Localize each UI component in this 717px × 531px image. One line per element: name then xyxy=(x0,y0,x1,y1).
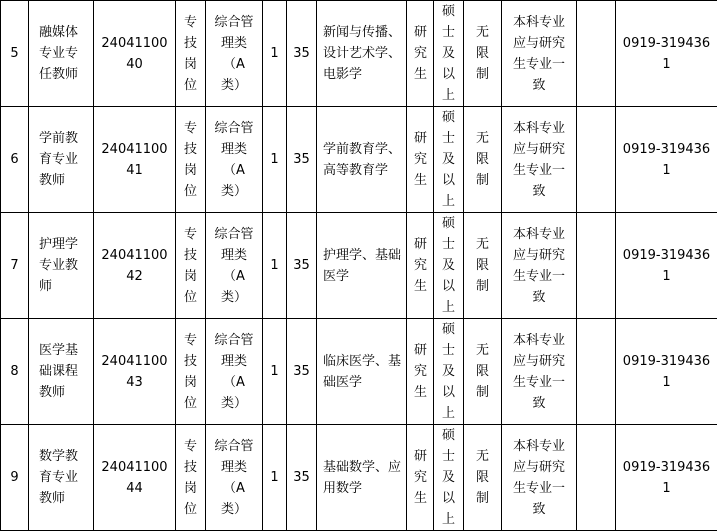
position-cell: 医学基础课程教师 xyxy=(29,319,94,425)
count-cell: 1 xyxy=(263,319,287,425)
age-cell: 35 xyxy=(287,319,317,425)
position-cell: 数学教育专业教师 xyxy=(29,425,94,531)
other-cell: 无限制 xyxy=(464,319,502,425)
table-row xyxy=(1,1,717,107)
other-cell: 无限制 xyxy=(464,107,502,213)
seq-cell: 5 xyxy=(1,1,29,107)
category-cell: 综合管理类（A类） xyxy=(206,107,263,213)
code-cell: 2404110043 xyxy=(94,319,176,425)
education-cell: 研究生 xyxy=(407,1,434,107)
extra-cell xyxy=(577,1,616,107)
count-cell: 1 xyxy=(263,107,287,213)
position-cell: 融媒体专业专任教师 xyxy=(29,1,94,107)
table-row xyxy=(1,319,717,425)
education-cell: 研究生 xyxy=(407,425,434,531)
category-cell: 综合管理类（A类） xyxy=(206,213,263,319)
major-cell: 新闻与传播、设计艺术学、电影学 xyxy=(317,1,407,107)
major-cell: 学前教育学、高等教育学 xyxy=(317,107,407,213)
other-cell: 无限制 xyxy=(464,425,502,531)
count-cell: 1 xyxy=(263,213,287,319)
degree-cell: 硕士及以上 xyxy=(434,425,464,531)
post-type-cell: 专技岗位 xyxy=(176,107,206,213)
seq-cell: 6 xyxy=(1,107,29,213)
count-cell: 1 xyxy=(263,1,287,107)
seq-cell: 9 xyxy=(1,425,29,531)
other-cell: 无限制 xyxy=(464,1,502,107)
age-cell: 35 xyxy=(287,213,317,319)
post-type-cell: 专技岗位 xyxy=(176,425,206,531)
note-cell: 本科专业应与研究生专业一致 xyxy=(502,319,577,425)
degree-cell: 硕士及以上 xyxy=(434,213,464,319)
seq-cell: 8 xyxy=(1,319,29,425)
major-cell: 临床医学、基础医学 xyxy=(317,319,407,425)
category-cell: 综合管理类（A类） xyxy=(206,425,263,531)
extra-cell xyxy=(577,425,616,531)
major-cell: 基础数学、应用数学 xyxy=(317,425,407,531)
note-cell: 本科专业应与研究生专业一致 xyxy=(502,425,577,531)
extra-cell xyxy=(577,107,616,213)
code-cell: 2404110042 xyxy=(94,213,176,319)
education-cell: 研究生 xyxy=(407,107,434,213)
post-type-cell: 专技岗位 xyxy=(176,213,206,319)
major-cell: 护理学、基础医学 xyxy=(317,213,407,319)
table-row xyxy=(1,107,717,213)
degree-cell: 硕士及以上 xyxy=(434,1,464,107)
age-cell: 35 xyxy=(287,107,317,213)
phone-cell: 0919-3194361 xyxy=(616,1,717,107)
table-row xyxy=(1,213,717,319)
position-cell: 护理学专业教师 xyxy=(29,213,94,319)
education-cell: 研究生 xyxy=(407,319,434,425)
extra-cell xyxy=(577,213,616,319)
phone-cell: 0919-3194361 xyxy=(616,213,717,319)
education-cell: 研究生 xyxy=(407,213,434,319)
note-cell: 本科专业应与研究生专业一致 xyxy=(502,107,577,213)
category-cell: 综合管理类（A类） xyxy=(206,319,263,425)
phone-cell: 0919-3194361 xyxy=(616,107,717,213)
phone-cell: 0919-3194361 xyxy=(616,319,717,425)
category-cell: 综合管理类（A类） xyxy=(206,1,263,107)
position-cell: 学前教育专业教师 xyxy=(29,107,94,213)
other-cell: 无限制 xyxy=(464,213,502,319)
degree-cell: 硕士及以上 xyxy=(434,319,464,425)
post-type-cell: 专技岗位 xyxy=(176,319,206,425)
count-cell: 1 xyxy=(263,425,287,531)
code-cell: 2404110041 xyxy=(94,107,176,213)
table-row xyxy=(1,425,717,531)
note-cell: 本科专业应与研究生专业一致 xyxy=(502,213,577,319)
age-cell: 35 xyxy=(287,425,317,531)
extra-cell xyxy=(577,319,616,425)
code-cell: 2404110040 xyxy=(94,1,176,107)
age-cell: 35 xyxy=(287,1,317,107)
code-cell: 2404110044 xyxy=(94,425,176,531)
phone-cell: 0919-3194361 xyxy=(616,425,717,531)
degree-cell: 硕士及以上 xyxy=(434,107,464,213)
post-type-cell: 专技岗位 xyxy=(176,1,206,107)
note-cell: 本科专业应与研究生专业一致 xyxy=(502,1,577,107)
seq-cell: 7 xyxy=(1,213,29,319)
